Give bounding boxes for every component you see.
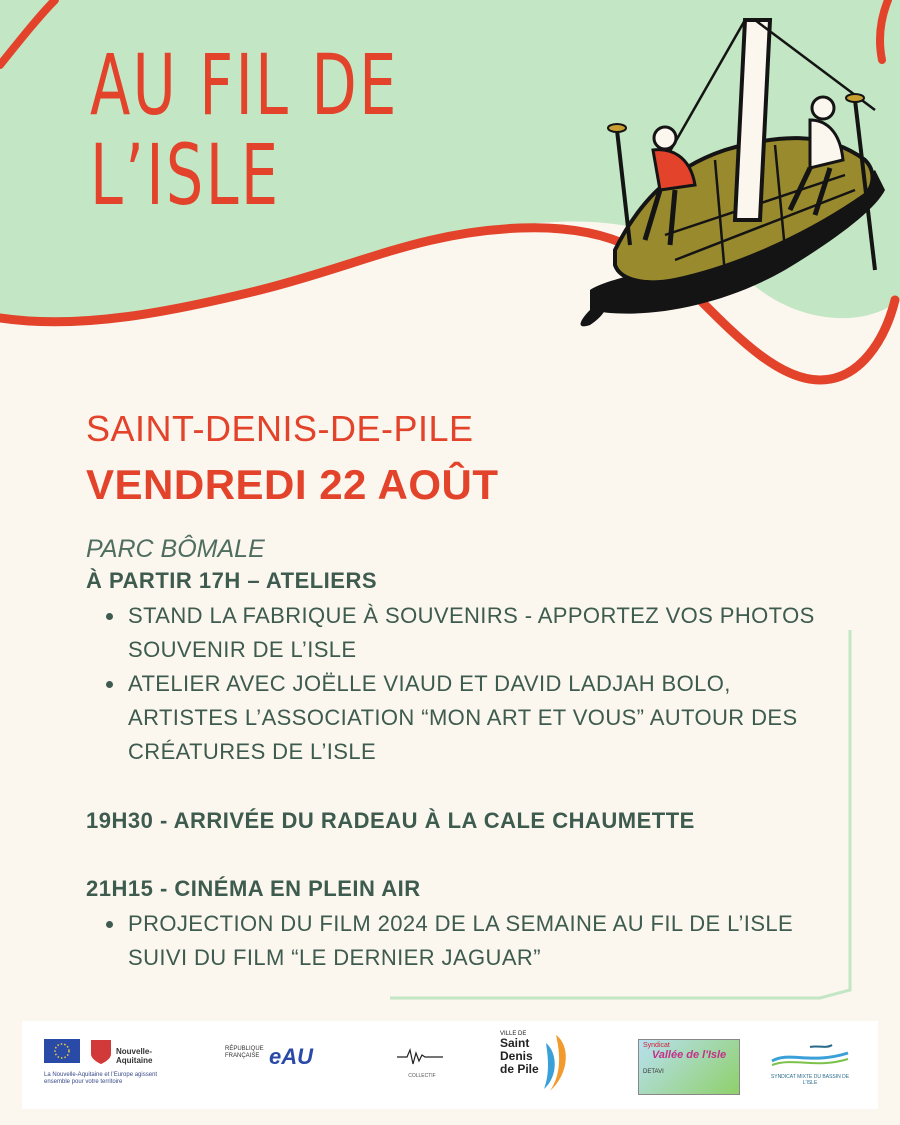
ville-name-2: Denis xyxy=(500,1049,533,1063)
signal-wave-icon xyxy=(397,1047,443,1067)
ville-name-1: Saint xyxy=(500,1036,530,1050)
partner-logos-bar xyxy=(22,1021,878,1109)
syndicat-logo xyxy=(638,1039,740,1095)
bassin-logo xyxy=(770,1043,860,1086)
cinema-list xyxy=(86,907,826,975)
event-venue: PARC BÔMALE xyxy=(86,535,265,563)
republique-eau-logo xyxy=(225,1044,325,1069)
list-item: ATELIER AVEC JOËLLE VIAUD ET DAVID LADJAH BOLO, ARTISTES L’ASSOCIATION “MON ART ET VOUS” AUTOUR DES CRÉATURES DE L’ISLE xyxy=(86,667,826,769)
list-item: STAND LA FABRIQUE À SOUVENIRS - APPORTEZ VOS PHOTOS SOUVENIR DE L’ISLE xyxy=(86,599,826,667)
event-date: VENDREDI 22 AOÛT xyxy=(86,461,499,508)
ville-logo xyxy=(500,1031,570,1103)
title-line-1: AU FIL DE xyxy=(90,36,399,134)
ville-name-3: de Pile xyxy=(500,1062,539,1076)
republique-label: RÉPUBLIQUE FRANÇAISE xyxy=(225,1046,264,1059)
wave-icon xyxy=(770,1043,850,1069)
bassin-label: SYNDICAT MIXTE DU BASSIN DE L'ISLE xyxy=(770,1074,850,1086)
leaf-icon xyxy=(536,1033,572,1093)
eau-label: eAU xyxy=(269,1044,314,1069)
collectif-logo xyxy=(397,1047,447,1081)
collectif-label: COLLECTIF xyxy=(408,1073,436,1079)
region-caption: La Nouvelle-Aquitaine et l’Europe agissent ensemble pour votre territoire xyxy=(44,1072,158,1085)
syndicat-label: Syndicat xyxy=(643,1042,670,1049)
lion-crest-icon xyxy=(90,1039,112,1065)
region-logo xyxy=(44,1039,174,1086)
region-name: Nouvelle-Aquitaine xyxy=(116,1047,153,1065)
section-heading-arrivee: 19H30 - ARRIVÉE DU RADEAU À LA CALE CHAUMETTE xyxy=(86,808,695,833)
list-item: PROJECTION DU FILM 2024 DE LA SEMAINE AU FIL DE L’ISLE SUIVI DU FILM “LE DERNIER JAGUAR” xyxy=(86,907,826,975)
ville-de-label: VILLE DE xyxy=(500,1031,527,1037)
section-heading-cinema: 21H15 - CINÉMA EN PLEIN AIR xyxy=(86,876,421,901)
section-heading-ateliers: À PARTIR 17H – ATELIERS xyxy=(86,568,378,593)
event-city: SAINT-DENIS-DE-PILE xyxy=(86,408,474,449)
vallee-label: Vallée de l'Isle xyxy=(651,1049,727,1061)
raft-illustration xyxy=(575,10,900,340)
title-line-2: L’ISLE xyxy=(90,126,281,224)
ateliers-list xyxy=(86,599,826,769)
event-details xyxy=(86,405,826,975)
detavi-label: DETAVI xyxy=(643,1069,664,1075)
eu-flag-icon xyxy=(44,1039,80,1063)
poster-title xyxy=(90,36,399,224)
